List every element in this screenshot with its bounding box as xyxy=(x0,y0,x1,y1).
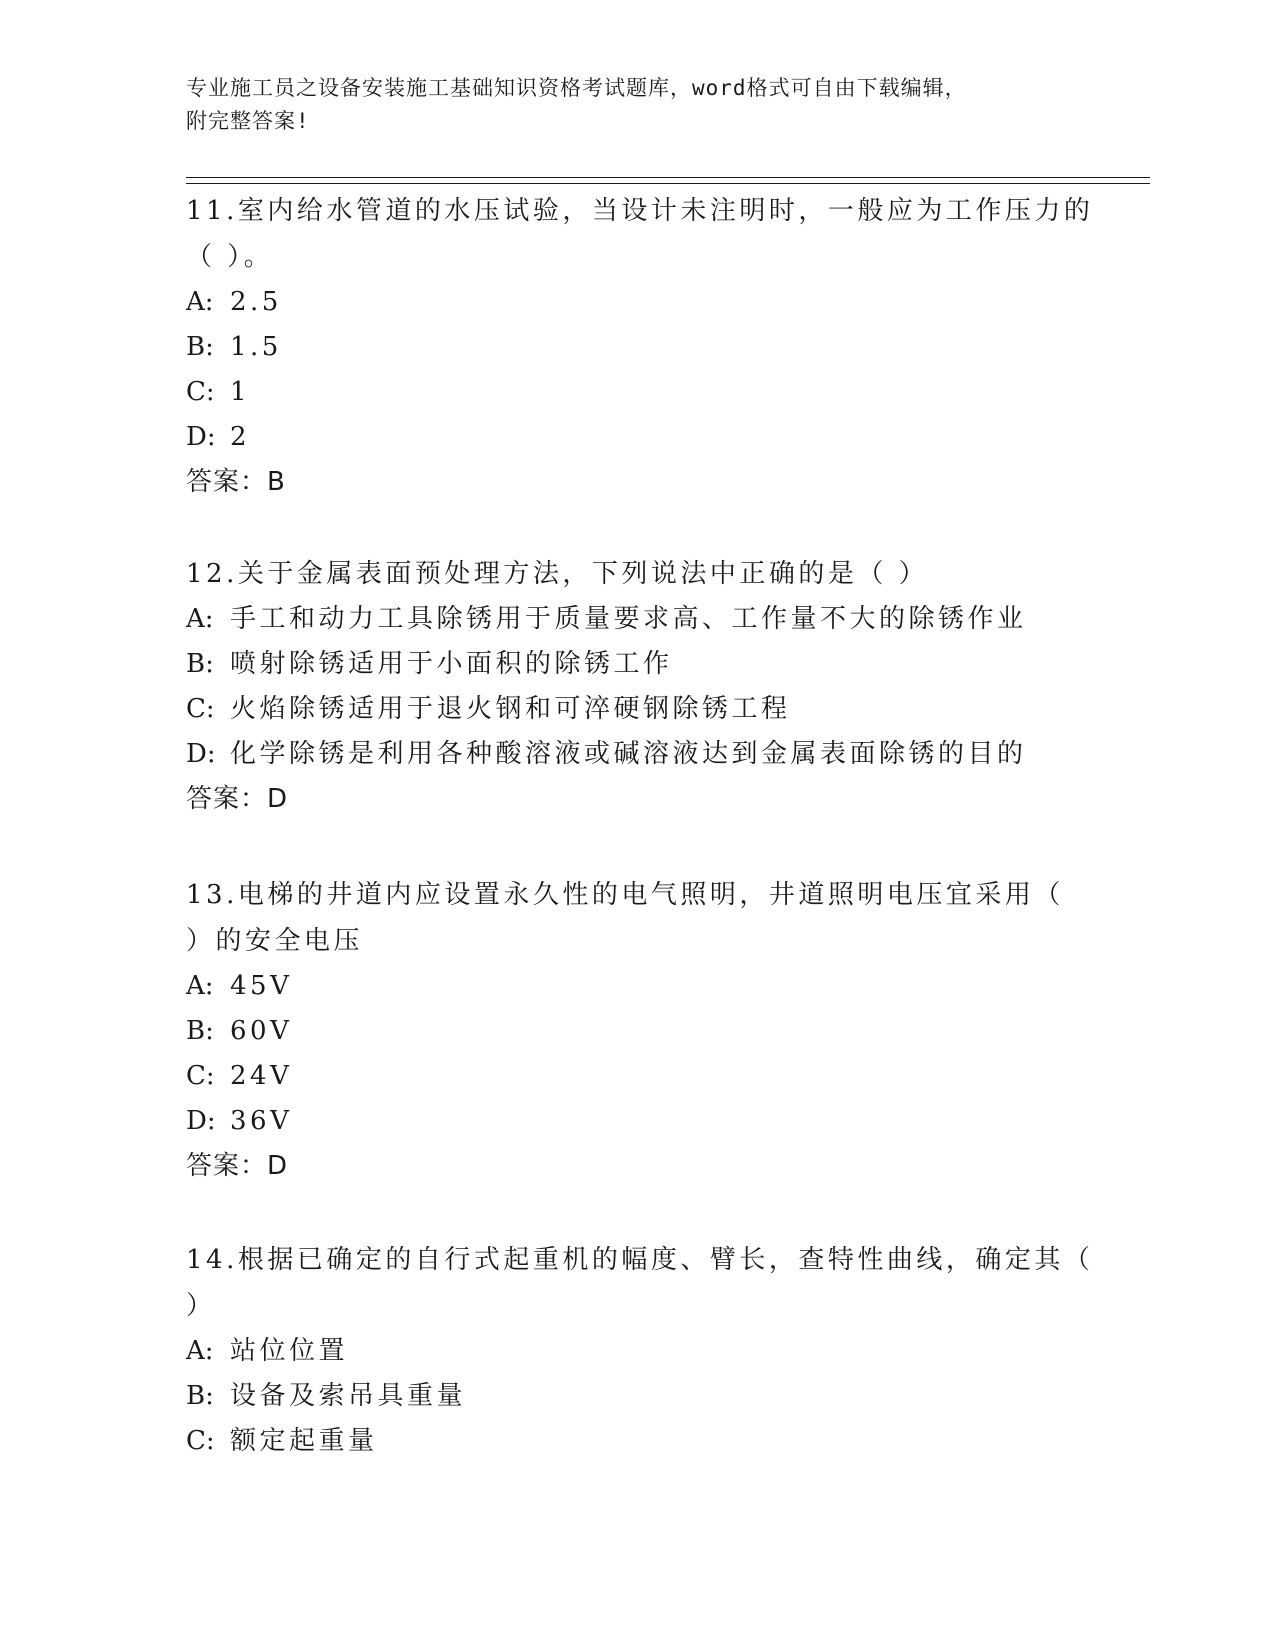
option-b xyxy=(186,325,1086,370)
option-letter: B: xyxy=(186,649,214,679)
option-d xyxy=(186,1099,1086,1144)
option-c xyxy=(186,687,1086,732)
question-12 xyxy=(186,551,1086,821)
option-d xyxy=(186,415,1086,460)
question-11 xyxy=(186,188,1094,504)
option-b xyxy=(186,642,1086,687)
question-stem: ） xyxy=(186,1291,216,1321)
option-text: 设备及索吊具重量 xyxy=(230,1381,467,1411)
option-text: 45V xyxy=(230,971,293,1001)
option-c xyxy=(186,370,1086,415)
option-text: 1.5 xyxy=(230,332,282,362)
option-d xyxy=(186,732,1086,777)
option-a xyxy=(186,1329,1086,1374)
option-b xyxy=(186,1374,1086,1419)
option-letter: C: xyxy=(186,1426,215,1456)
option-text: 36V xyxy=(230,1106,293,1136)
question-stem: 11.室内给水管道的水压试验，当设计未注明时，一般应为工作压力的 xyxy=(186,196,1094,226)
header-line-2: 附完整答案! xyxy=(186,109,310,133)
question-stem: 13.电梯的井道内应设置永久性的电气照明，井道照明电压宜采用（ xyxy=(186,880,1064,910)
option-text: 额定起重量 xyxy=(230,1426,378,1456)
header-divider-top xyxy=(186,177,1150,178)
option-letter: B: xyxy=(186,1016,214,1046)
option-text: 站位位置 xyxy=(230,1336,349,1366)
answer-line: 答案：D xyxy=(186,784,289,814)
option-b xyxy=(186,1009,1086,1054)
option-text: 24V xyxy=(230,1061,293,1091)
option-letter: A: xyxy=(186,604,214,634)
option-a xyxy=(186,964,1086,1009)
option-letter: B: xyxy=(186,332,214,362)
option-letter: A: xyxy=(186,1336,214,1366)
header-divider-bottom xyxy=(186,183,1150,184)
answer-line: 答案：D xyxy=(186,1151,289,1181)
answer-line: 答案：B xyxy=(186,467,286,497)
document-header xyxy=(186,72,1086,138)
option-text: 2 xyxy=(230,422,251,452)
option-text: 火焰除锈适用于退火钢和可淬硬钢除锈工程 xyxy=(230,694,791,724)
question-stem: 12.关于金属表面预处理方法，下列说法中正确的是（ ） xyxy=(186,559,929,589)
option-letter: C: xyxy=(186,1061,215,1091)
option-letter: D: xyxy=(186,422,216,452)
option-text: 化学除锈是利用各种酸溶液或碱溶液达到金属表面除锈的目的 xyxy=(230,739,1027,769)
option-c xyxy=(186,1054,1086,1099)
question-13 xyxy=(186,872,1086,1188)
option-c xyxy=(186,1419,1086,1464)
option-letter: D: xyxy=(186,1106,216,1136)
option-a xyxy=(186,280,1086,325)
header-line-1: 专业施工员之设备安装施工基础知识资格考试题库，word格式可自由下载编辑， xyxy=(186,76,967,100)
question-stem: ）的安全电压 xyxy=(186,926,364,956)
option-text: 60V xyxy=(230,1016,293,1046)
option-letter: A: xyxy=(186,971,214,1001)
option-text: 2.5 xyxy=(230,287,282,317)
option-text: 手工和动力工具除锈用于质量要求高、工作量不大的除锈作业 xyxy=(230,604,1027,634)
question-14 xyxy=(186,1237,1094,1464)
option-a xyxy=(186,597,1086,642)
option-text: 喷射除锈适用于小面积的除锈工作 xyxy=(230,649,673,679)
option-letter: C: xyxy=(186,694,215,724)
option-letter: B: xyxy=(186,1381,214,1411)
option-letter: C: xyxy=(186,377,215,407)
option-text: 1 xyxy=(230,377,251,407)
option-letter: D: xyxy=(186,739,216,769)
option-letter: A: xyxy=(186,287,214,317)
question-stem: （ ）。 xyxy=(186,242,274,272)
question-stem: 14.根据已确定的自行式起重机的幅度、臂长，查特性曲线，确定其（ xyxy=(186,1245,1094,1275)
